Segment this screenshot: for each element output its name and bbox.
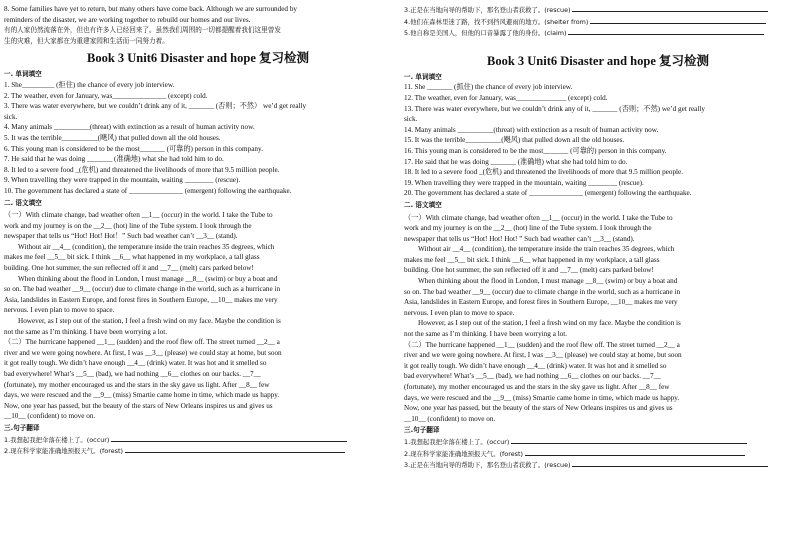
vocab-item: 2. The weather, even for January, was_______________ (except) cold. (4, 91, 208, 100)
passage-line: However, as I step out of the station, I feel a fresh wind on my face. Maybe the condition is (18, 317, 281, 326)
answer-line[interactable] (125, 445, 345, 453)
section-heading-translation: 三.句子翻译 (404, 426, 440, 435)
passage-line: not the same as I’m thinking. I have been worrying a lot. (4, 327, 168, 336)
left-column (4, 4, 392, 457)
right-column (404, 4, 792, 471)
passage-line: However, as I step out of the station, I feel a fresh wind on my face. Maybe the condition is (418, 319, 681, 328)
passage-line: (fortunate), my mother encouraged us and the stars in the sky gave us light. After __8__ few (404, 383, 670, 391)
passage-line: Asia, landslides in Eastern Europe, and forest fires in Southern Europe, __10__ makes me very (404, 298, 678, 307)
translation-item: 4.他们在森林里迷了路，找不到挡风避雨的地方。(shelter from) (404, 16, 792, 28)
page-title: Book 3 Unit6 Disaster and hope 复习检测 (486, 53, 710, 68)
passage-line: When thinking about the flood in London, I must manage __8__ (swim) or buy a boat and (18, 274, 278, 283)
passage-line: makes me feel __5__ bit sick. I think __6__ what happened in my workplace, a tall glass (4, 253, 260, 262)
passage-line: （一）With climate change, bad weather often __1__ (occur) in the world. I take the Tube to (4, 211, 273, 220)
passage-line: （一）With climate change, bad weather often __1__ (occur) in the world. I take the Tube to (404, 213, 673, 222)
passage-line: building. One hot summer, the sun reflected off it and __7__ (melt) cars parked below! (404, 266, 654, 275)
section-heading-vocab: 一. 单词填空 (404, 72, 442, 81)
section-heading-cloze: 二. 语文填空 (404, 200, 442, 209)
passage-line: makes me feel __5__ bit sick. I think __6__ what happened in my workplace, a tall glass (404, 255, 660, 264)
passage-line: Now, one year has passed, but the beauty of the stars of New Orleans inspires us and gives us (4, 401, 273, 410)
passage-line: bad everywhere! What’s __5__ (bad), we had nothing __6__ clothes on our backs. __7__ (4, 370, 261, 378)
vocab-item: 16. This young man is considered to be the most_______ (可靠的) person in this company. (404, 146, 667, 155)
vocab-item: 17. He said that he was doing _______ (准确地) what she had told him to do. (404, 157, 628, 166)
section-heading-translation: 三.句子翻译 (4, 423, 40, 432)
passage-line: bad everywhere! What’s __5__ (bad), we had nothing __6__ clothes on our backs. __7__ (404, 372, 661, 381)
answer-line[interactable] (511, 436, 747, 444)
passage-line: it got really tough. We didn’t have enough __4__ (drink) water. It was hot and it smelled so (404, 361, 667, 370)
top-line: 8. Some families have yet to return, but many others have come back. Although we are surrounded by (4, 5, 298, 13)
translation-item: 2.现在科学家能准确地预报天气。(forest) (4, 445, 392, 457)
passage-line: work and my journey is on the __2__ (hot) line of the Tube system. I look through the (404, 224, 652, 233)
passage-line: it got really tough. We didn’t have enough __4__ (drink) water. It was hot and it smelled so (4, 359, 267, 368)
passage-line: （二）The hurricane happened __1__ (sudden) and the roof flew off. The street turned __2__ a (4, 338, 280, 347)
passage-two (404, 340, 792, 425)
passage-line: river and we were going nowhere. At first, I was __3__ (please) we could stay at home, but soon (404, 351, 682, 360)
answer-line[interactable] (525, 448, 745, 456)
passage-one (404, 213, 792, 340)
passage-line: __10__ (confident) to move on. (4, 412, 96, 421)
answer-line[interactable] (590, 16, 766, 24)
translation-item: 2.现在科学家能准确地预报天气。(forest) (404, 448, 792, 460)
vocab-item: 14. Many animals __________(threat) with extinction as a result of human activity now. (404, 125, 659, 134)
answer-line[interactable] (568, 27, 764, 35)
vocab-item: 19. When travelling they were trapped in the mountain, waiting ________ (rescue). (404, 178, 644, 187)
translation-item: 3.正是在当地向导的帮助下，那名登山者获救了。(rescue) (404, 4, 792, 16)
passage-line: (fortunate), my mother encouraged us and the stars in the sky gave us light. After __8__ few (4, 380, 270, 389)
passage-two (4, 337, 392, 422)
translation-item: 5.他自称是美国人，但他的口音暴露了他的身份。(claim) (404, 27, 792, 39)
vocab-item: 13. There was water everywhere, but we couldn’t drink any of it, _______ (否则；不然) we’d get really (404, 104, 705, 113)
vocab-item: sick. (4, 112, 18, 121)
vocab-item: 15. It was the terrible__________(飓风) that pulled down all the old houses. (404, 136, 625, 145)
vocab-item: 4. Many animals __________(threat) with extinction as a result of human activity now. (4, 123, 255, 132)
vocab-item: 11. She _______ (抓住) the chance of every job interview. (404, 83, 573, 92)
passage-line: newspaper that tells us “Hot! Hot! Hot! ” Such bad weather can’t __3__ (stand). (404, 234, 635, 243)
passage-line: When thinking about the flood in London, I must manage __8__ (swim) or buy a boat and (418, 277, 678, 286)
passage-line: newspaper that tells us “Hot! Hot! Hot！” Such bad weather can’t __3__ (stand). (4, 232, 238, 241)
passage-line: work and my journey is on the __2__ (hot) line of the Tube system. I look through the (4, 221, 252, 230)
vocab-item: 9. When travelling they were trapped in the mountain, waiting ________ (rescue). (4, 176, 241, 185)
passage-line: days, we were rescued and the __9__ (miss) Smartie came home in time, which made us happy. (404, 393, 680, 402)
translation-item: 1.我想起我把伞落在楼上了。(occur) (404, 436, 792, 448)
vocab-item: 1. She_________ (拒住) the chance of every job interview. (4, 80, 175, 89)
passage-line: （二）The hurricane happened __1__ (sudden) and the roof flew off. The street turned __2__ a (404, 340, 680, 349)
translation-item: 3.正是在当地向导的帮助下，那名登山者获救了。(rescue) (404, 459, 792, 471)
passage-line: Without air __4__ (condition), the temperature inside the train reaches 35 degrees, which (18, 242, 275, 251)
vocab-item: 3. There was water everywhere, but we couldn’t drink any of it, _______ (否则；不然） we’d get really (4, 102, 307, 111)
passage-line: river and we were going nowhere. At first, I was __3__ (please) we could stay at home, but soon (4, 348, 282, 357)
top-chinese-line: 有的人家仍然流落在外，但也有许多人已经回来了。虽然我们周围的一切都提醒着我们这里曾发 (4, 26, 281, 35)
section-heading-vocab: 一. 单词填空 (4, 70, 42, 79)
passage-line: so on. The bad weather __9__ (occur) due to climate change in the world, such as a hurricane in (404, 287, 681, 296)
answer-line[interactable] (572, 459, 768, 467)
passage-line: days, we were rescued and the __9__ (miss) Smartie came home in time, which made us happy. (4, 391, 280, 400)
passage-line: Without air __4__ (condition), the temperature inside the train reaches 35 degrees, which (418, 245, 675, 254)
passage-one (4, 210, 392, 337)
passage-line: Asia, landslides in Eastern Europe, and forest fires in Southern Europe, __10__ makes me very (4, 295, 278, 304)
vocab-item: 5. It was the terrible__________(飓风) that pulled down all the old houses. (4, 133, 221, 142)
top-chinese-line: 生的灾难，但大家都在为重建家园和生活而一同努力着。 (4, 36, 169, 45)
passage-line: so on. The bad weather __9__ (occur) due to climate change in the world, such as a hurricane in (4, 285, 281, 294)
vocab-item: 7. He said that he was doing _______ (准确地) what she had told him to do. (4, 155, 224, 164)
passage-line: not the same as I’m thinking. I have been worrying a lot. (404, 330, 568, 339)
answer-line[interactable] (111, 434, 347, 442)
passage-line: building. One hot summer, the sun reflected off it and __7__ (melt) cars parked below! (4, 264, 254, 273)
vocab-item: 6. This young man is considered to be the most_______ (可靠的) person in this company. (4, 144, 263, 153)
passage-line: __10__ (confident) to move on. (404, 414, 496, 423)
vocab-item: 8. It led to a severe food _(危机) and threatened the livelihoods of more that 9.5 million people. (4, 165, 280, 174)
vocab-item: sick. (404, 115, 418, 124)
translation-item: 1.我想起我把伞落在楼上了。(occur) (4, 434, 392, 446)
top-line: reminders of the disaster, we are working together to rebuild our homes and our lives. (4, 15, 251, 24)
answer-line[interactable] (572, 4, 768, 12)
passage-line: nervous. I even plan to move to space. (404, 308, 515, 317)
vocab-item: 20. The government has declared a state of _______________ (emergent) following the earthquake. (404, 189, 692, 198)
passage-line: Now, one year has passed, but the beauty of the stars of New Orleans inspires us and gives us (404, 404, 673, 413)
vocab-item: 12. The weather, even for January, was______________ (except) cold. (404, 93, 608, 102)
vocab-item: 10. The government has declared a state of _______________ (emergent) following the earthquake. (4, 186, 292, 195)
passage-line: nervous. I even plan to move to space. (4, 306, 115, 315)
page-title: Book 3 Unit6 Disaster and hope 复习检测 (86, 51, 310, 66)
section-heading-cloze: 二. 语文填空 (4, 198, 42, 207)
vocab-item: 18. It led to a severe food _(危机) and threatened the livelihoods of more that 9.5 million people. (404, 168, 684, 177)
